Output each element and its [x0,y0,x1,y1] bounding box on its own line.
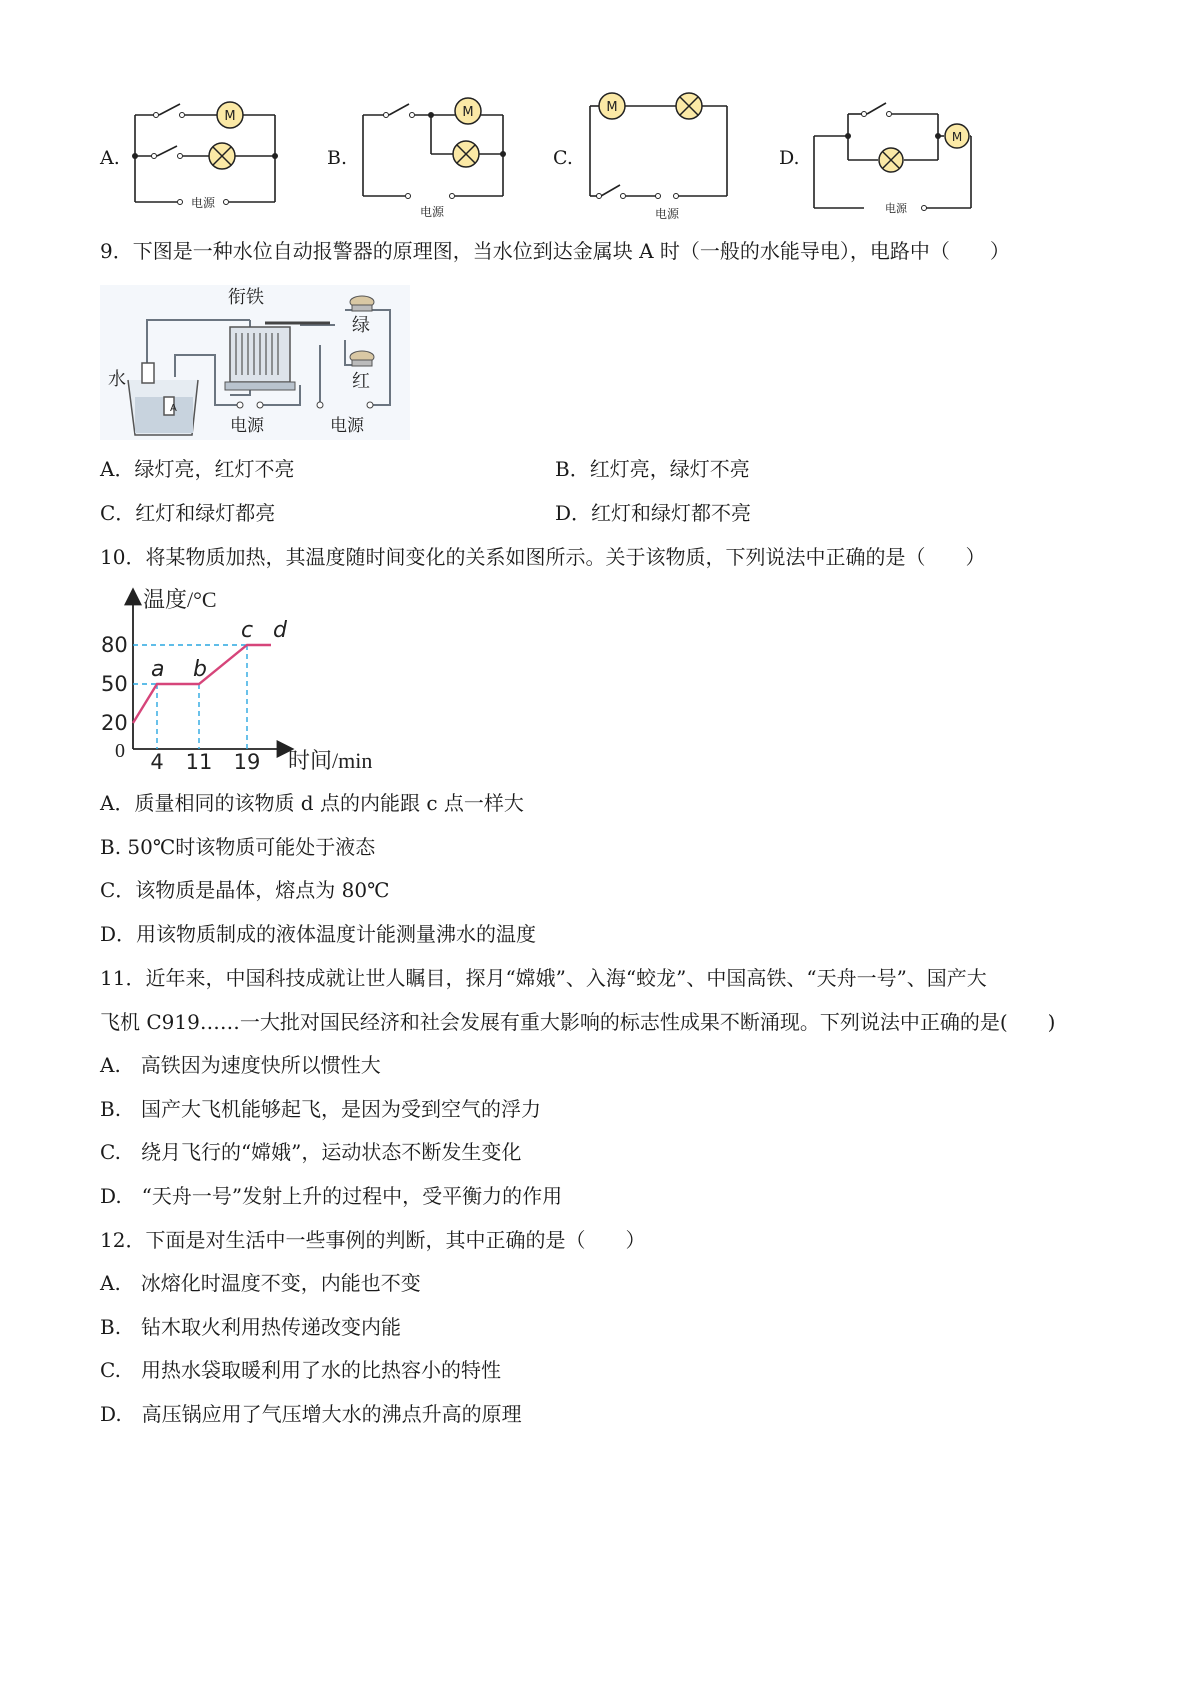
q8-option-c-letter: C. [553,147,573,169]
q10-option-b[interactable]: B. 50℃时该物质可能处于液态 [100,835,376,859]
q8-circuit-a [125,90,295,220]
q12-stem: 12．下面是对生活中一些事例的判断，其中正确的是（ ） [100,1228,646,1252]
lamp-icon [676,93,702,119]
svg-text:红: 红 [352,371,370,392]
q11-stem-line-2: 飞机 C919……一大批对国民经济和社会发展有重大影响的标志性成果不断涌现。下列说法中正确的是( ) [100,1010,1056,1034]
q12-option-c[interactable]: C. 用热水袋取暖利用了水的比热容小的特性 [100,1358,501,1382]
q10-option-c[interactable]: C．该物质是晶体，熔点为 80℃ [100,878,390,902]
q8-option-b-letter: B. [327,147,348,169]
q9-option-a[interactable]: A．绿灯亮，红灯不亮 [100,457,295,481]
svg-text:绿: 绿 [352,315,370,336]
q10-option-a[interactable]: A．质量相同的该物质 d 点的内能跟 c 点一样大 [100,791,524,815]
svg-text:电源: 电源 [230,416,264,436]
svg-text:电源: 电源 [419,205,445,219]
x-tick-19: 19 [233,750,261,774]
q8-circuit-b [355,88,520,220]
svg-text:电源: 电源 [330,416,364,436]
q9-option-d[interactable]: D．红灯和绿灯都不亮 [555,501,752,525]
q8-option-d-letter: D. [779,147,800,169]
svg-text:电源: 电源 [190,196,216,210]
point-label-a: a [151,657,165,682]
q9-option-b[interactable]: B．红灯亮，绿灯不亮 [555,457,750,481]
green-lamp-icon [350,296,374,311]
y-tick-80: 80 [101,633,128,657]
q9-stem: 9．下图是一种水位自动报警器的原理图，当水位到达金属块 A 时（一般的水能导电），电路中（ ） [100,239,1010,263]
q11-stem-line-1: 11．近年来，中国科技成就让世人瞩目，探月“嫦娥”、入海“蛟龙”、中国高铁、“天舟一号”、国产大 [100,966,987,990]
lamp-icon [453,141,479,167]
svg-text:M: M [606,100,618,115]
q9-option-c[interactable]: C．红灯和绿灯都亮 [100,501,276,525]
y-tick-50: 50 [101,672,128,696]
q11-option-b[interactable]: B. 国产大飞机能够起飞，是因为受到空气的浮力 [100,1097,542,1121]
y-tick-20: 20 [101,711,128,735]
svg-text:M: M [224,109,236,124]
q11-option-d[interactable]: D. “天舟一号”发射上升的过程中，受平衡力的作用 [100,1184,563,1208]
q10-temperature-graph [95,585,395,775]
lamp-icon [879,148,903,172]
point-label-c: c [241,618,254,643]
svg-text:电源: 电源 [885,202,907,215]
q8-circuit-c [582,88,742,224]
q12-option-d[interactable]: D. 高压锅应用了气压增大水的沸点升高的原理 [100,1402,522,1426]
q10-option-d[interactable]: D．用该物质制成的液体温度计能测量沸水的温度 [100,922,537,946]
q9-alarm-figure [100,285,410,440]
q12-option-a[interactable]: A. 冰熔化时温度不变，内能也不变 [100,1271,421,1295]
x-tick-4: 4 [150,750,164,774]
origin-label: 0 [115,740,125,762]
svg-text:衔铁: 衔铁 [228,287,264,308]
q8-option-a-letter: A. [100,147,120,169]
svg-text:水: 水 [108,369,126,390]
q10-stem: 10．将某物质加热，其温度随时间变化的关系如图所示。关于该物质，下列说法中正确的是（ ） [100,545,986,569]
svg-text:电源: 电源 [654,207,680,221]
q11-option-a[interactable]: A. 高铁因为速度快所以惯性大 [100,1053,381,1077]
point-label-b: b [193,657,207,682]
svg-text:A: A [170,403,177,414]
y-axis-label: 温度/°C [143,587,217,612]
svg-text:M: M [951,130,963,144]
point-label-d: d [273,618,287,643]
lamp-icon [209,143,235,169]
x-axis-label: 时间/min [288,748,373,773]
svg-text:M: M [462,105,474,120]
q11-option-c[interactable]: C. 绕月飞行的“嫦娥”，运动状态不断发生变化 [100,1140,522,1164]
q8-circuit-d [808,92,978,222]
red-lamp-icon [350,351,374,366]
q12-option-b[interactable]: B. 钻木取火利用热传递改变内能 [100,1315,402,1339]
x-tick-11: 11 [185,750,213,774]
